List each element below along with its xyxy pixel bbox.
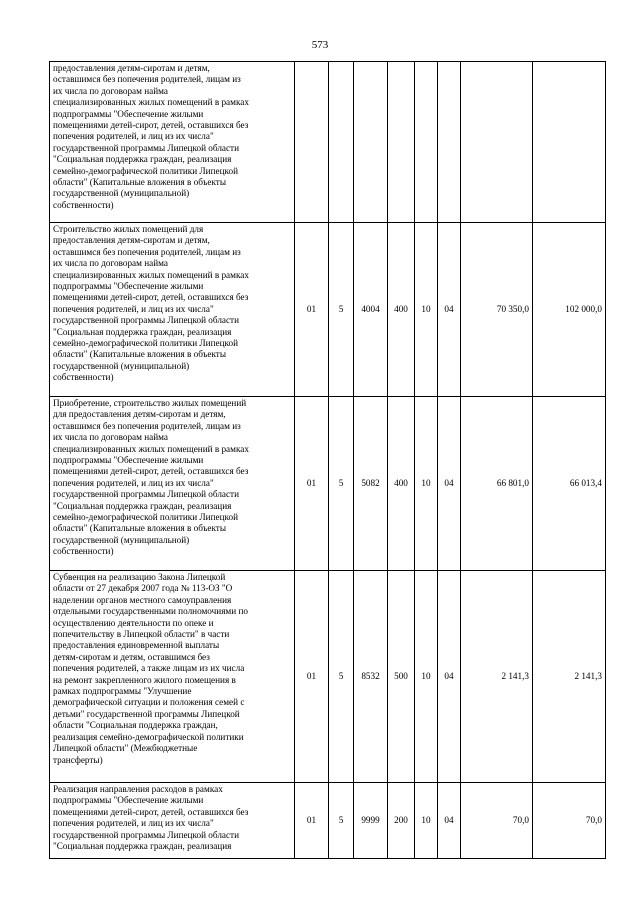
code-1: [295, 62, 329, 223]
table-row: [50, 571, 606, 783]
code-6: [438, 62, 461, 223]
amount-1: 2 141,3: [461, 571, 533, 783]
code-5: [415, 62, 438, 223]
row-description: Реализация направления расходов в рамках подпрограммы "Обеспечение жилыми помещениями детей-сирот, детей, оставшихся без попечения родителей, и лиц из их числа" государственной программы Липецкой области "Социальная поддержка граждан, реализация: [50, 783, 295, 859]
page-number: 573: [311, 39, 329, 51]
code-2: 5: [329, 571, 354, 783]
code-1: 01: [295, 571, 329, 783]
code-4: 400: [388, 223, 415, 397]
code-3: 4004: [354, 223, 388, 397]
code-1: 01: [295, 223, 329, 397]
row-description: предоставления детям-сиротам и детям, оставшимся без попечения родителей, лицам из их числа по договорам найма специализированных жилых помещений в рамках подпрограммы "Обеспечение жилыми помещениями детей-сирот, детей, оставшихся без попечения родителей, и лиц из их числа" государственной программы Липецкой области "Социальная поддержка граждан, реализация семейно-демографической политики Липецкой области" (Капитальные вложения в объекты государственной (муниципальной) собственности): [50, 62, 295, 223]
amount-2: 102 000,0: [533, 223, 606, 397]
table-row: [50, 223, 606, 397]
amount-1: 70 350,0: [461, 223, 533, 397]
amount-2: 2 141,3: [533, 571, 606, 783]
code-4: 200: [388, 783, 415, 859]
amount-1: 66 801,0: [461, 397, 533, 571]
code-1: 01: [295, 783, 329, 859]
code-2: 5: [329, 223, 354, 397]
code-3: [354, 62, 388, 223]
code-3: 9999: [354, 783, 388, 859]
code-5: 10: [415, 571, 438, 783]
amount-1: 70,0: [461, 783, 533, 859]
row-description: Приобретение, строительство жилых помещений для предоставления детям-сиротам и детям, оставшимся без попечения родителей, лицам из их числа по договорам найма специализированных жилых помещений в рамках подпрограммы "Обеспечение жилыми помещениями детей-сирот, детей, оставшихся без попечения родителей, и лиц из их числа" государственной программы Липецкой области "Социальная поддержка граждан, реализация семейно-демографической политики Липецкой области" (Капитальные вложения в объекты государственной (муниципальной) собственности): [50, 397, 295, 571]
code-6: 04: [438, 223, 461, 397]
budget-table: [49, 61, 606, 859]
code-1: 01: [295, 397, 329, 571]
code-5: 10: [415, 783, 438, 859]
row-description: Субвенция на реализацию Закона Липецкой области от 27 декабря 2007 года № 113-ОЗ "О наделении органов местного самоуправления отдельными государственными полномочиями по осуществлению деятельности по опеке и попечительству в Липецкой области" в части предоставления единовременной выплаты детям-сиротам и детям, оставшимся без попечения родителей, а также лицам из их числа на ремонт закрепленного жилого помещения в рамках подпрограммы "Улучшение демографической ситуации и положения семей с детьми" государственной программы Липецкой области "Социальная поддержка граждан, реализация семейно-демографической политики Липецкой области" (Межбюджетные трансферты): [50, 571, 295, 783]
code-6: 04: [438, 571, 461, 783]
code-5: 10: [415, 397, 438, 571]
code-2: 5: [329, 783, 354, 859]
code-2: [329, 62, 354, 223]
code-4: 400: [388, 397, 415, 571]
code-2: 5: [329, 397, 354, 571]
code-3: 8532: [354, 571, 388, 783]
code-3: 5082: [354, 397, 388, 571]
code-6: 04: [438, 397, 461, 571]
code-4: [388, 62, 415, 223]
code-5: 10: [415, 223, 438, 397]
row-description: Строительство жилых помещений для предоставления детям-сиротам и детям, оставшимся без попечения родителей, лицам из их числа по договорам найма специализированных жилых помещений в рамках подпрограммы "Обеспечение жилыми помещениями детей-сирот, детей, оставшихся без попечения родителей, и лиц из их числа" государственной программы Липецкой области "Социальная поддержка граждан, реализация семейно-демографической политики Липецкой области" (Капитальные вложения в объекты государственной (муниципальной) собственности): [50, 223, 295, 397]
table-row: [50, 783, 606, 859]
table-row: [50, 62, 606, 223]
amount-1: [461, 62, 533, 223]
amount-2: 70,0: [533, 783, 606, 859]
code-6: 04: [438, 783, 461, 859]
amount-2: [533, 62, 606, 223]
amount-2: 66 013,4: [533, 397, 606, 571]
code-4: 500: [388, 571, 415, 783]
table-row: [50, 397, 606, 571]
